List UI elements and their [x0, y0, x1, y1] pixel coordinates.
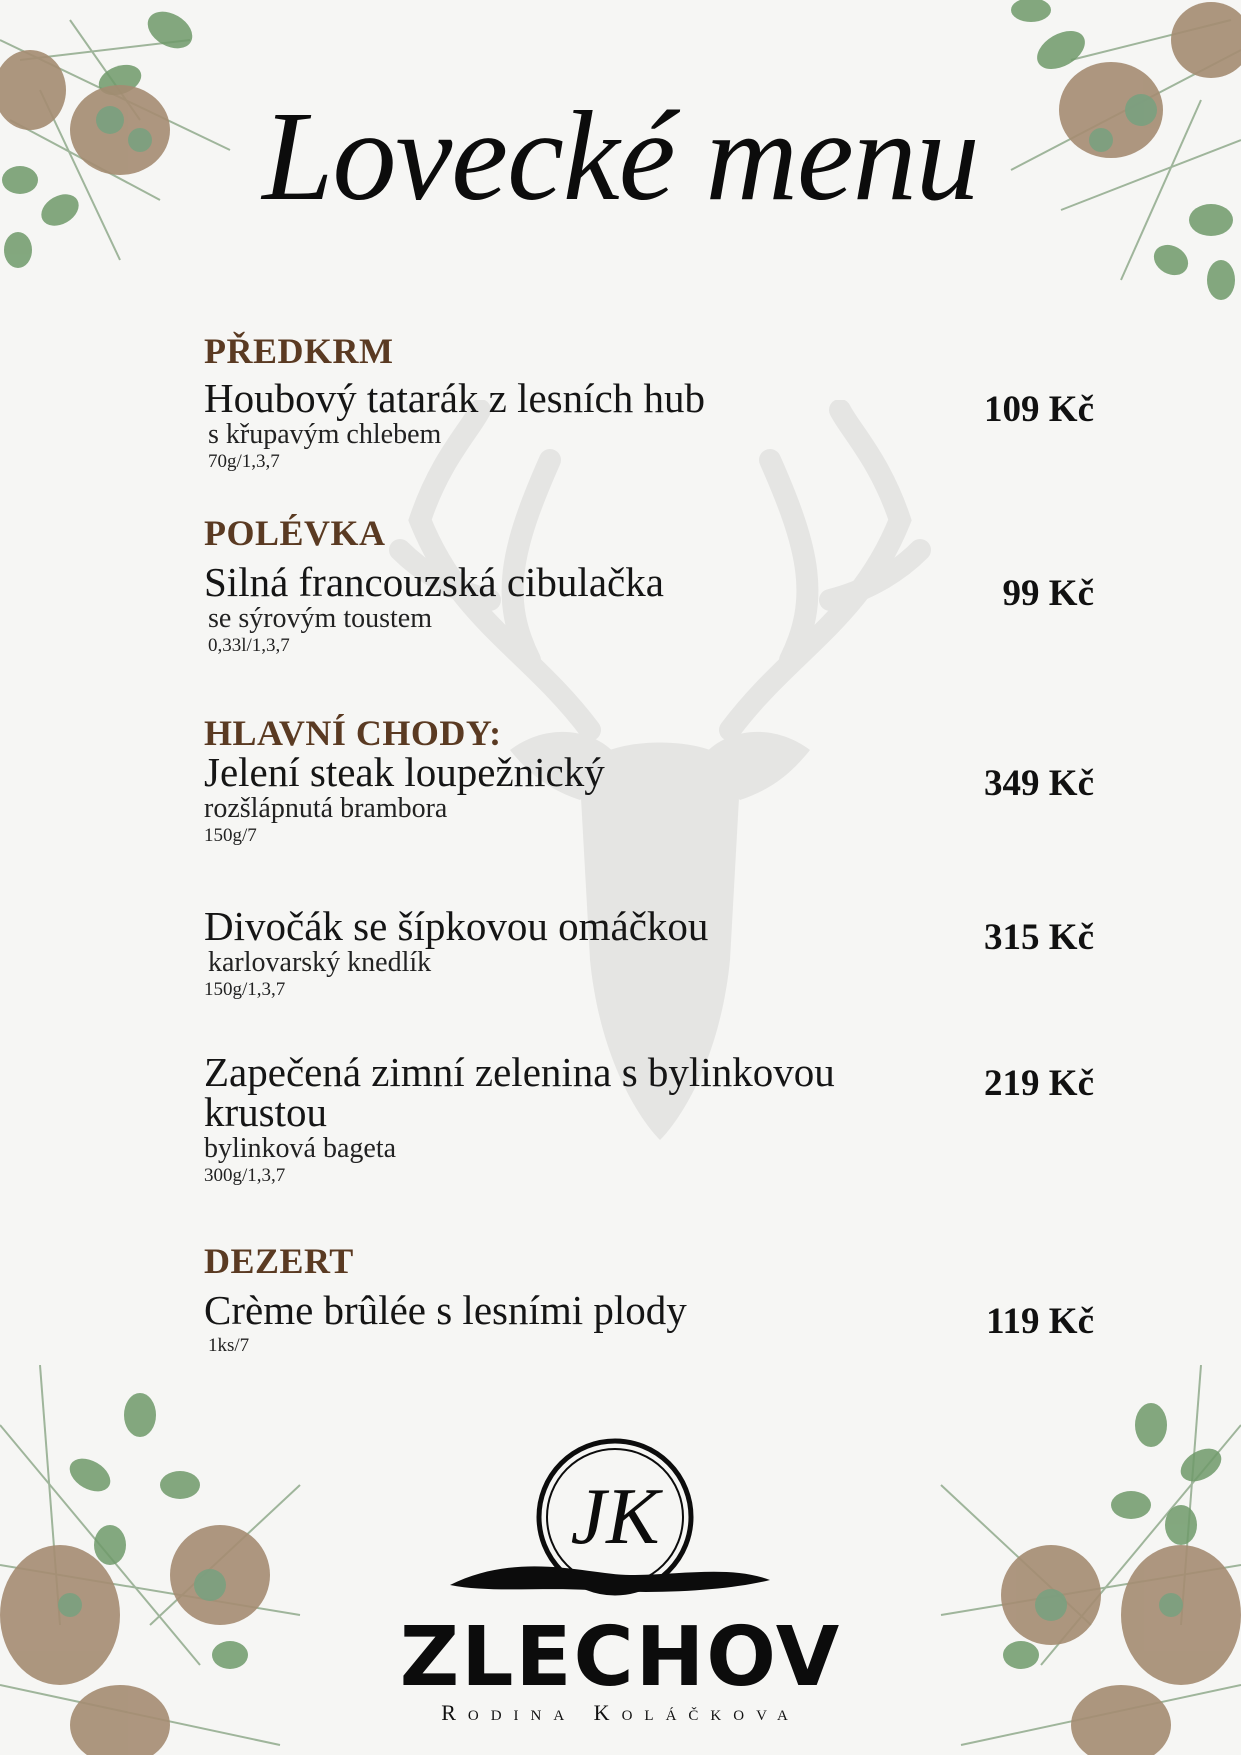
item-allergens: 0,33l/1,3,7 [208, 635, 290, 656]
item-allergens: 300g/1,3,7 [204, 1165, 286, 1186]
item-price: 315 Kč [984, 917, 1094, 958]
item-price: 119 Kč [986, 1301, 1094, 1342]
item-name: Jelení steak loupežnický [204, 749, 605, 795]
item-price: 109 Kč [984, 389, 1094, 430]
menu-item [204, 375, 1094, 474]
section-heading-hlavni-chody: HLAVNÍ CHODY: [204, 713, 502, 753]
menu-item [204, 1049, 1094, 1188]
item-price: 349 Kč [984, 763, 1094, 804]
menu-item [204, 903, 1094, 1002]
brand-tagline: Rodina Koláčkova [441, 1700, 800, 1725]
section-heading-polevka: POLÉVKA [204, 513, 386, 553]
item-side: s křupavým chlebem [208, 419, 442, 450]
menu-item [204, 749, 1094, 848]
section-heading-predkrm: PŘEDKRM [204, 331, 394, 371]
item-side: karlovarský knedlík [208, 947, 432, 978]
menu-item [204, 559, 1094, 658]
brand-name: ZLECHOV [399, 1610, 842, 1705]
item-name: Zapečená zimní zelenina s bylinkovou krustou [204, 1049, 835, 1135]
item-allergens: 1ks/7 [208, 1335, 250, 1356]
item-side: bylinková bageta [204, 1133, 397, 1164]
item-side: rozšlápnutá brambora [204, 793, 448, 824]
item-name: Silná francouzská cibulačka [204, 559, 664, 605]
item-name: Crème brûlée s lesními plody [204, 1287, 687, 1333]
item-price: 219 Kč [984, 1063, 1094, 1104]
item-allergens: 150g/1,3,7 [204, 979, 286, 1000]
monogram-text: JK [570, 1473, 660, 1561]
menu-item [204, 1287, 1094, 1358]
menu-title: Lovecké menu [262, 85, 979, 227]
section-heading-dezert: DEZERT [204, 1241, 354, 1281]
item-allergens: 150g/7 [204, 825, 257, 846]
item-price: 99 Kč [1002, 573, 1094, 614]
item-name: Divočák se šípkovou omáčkou [204, 903, 709, 949]
item-name: Houbový tatarák z lesních hub [204, 375, 705, 421]
item-side: se sýrovým toustem [208, 603, 432, 634]
item-allergens: 70g/1,3,7 [208, 451, 280, 472]
